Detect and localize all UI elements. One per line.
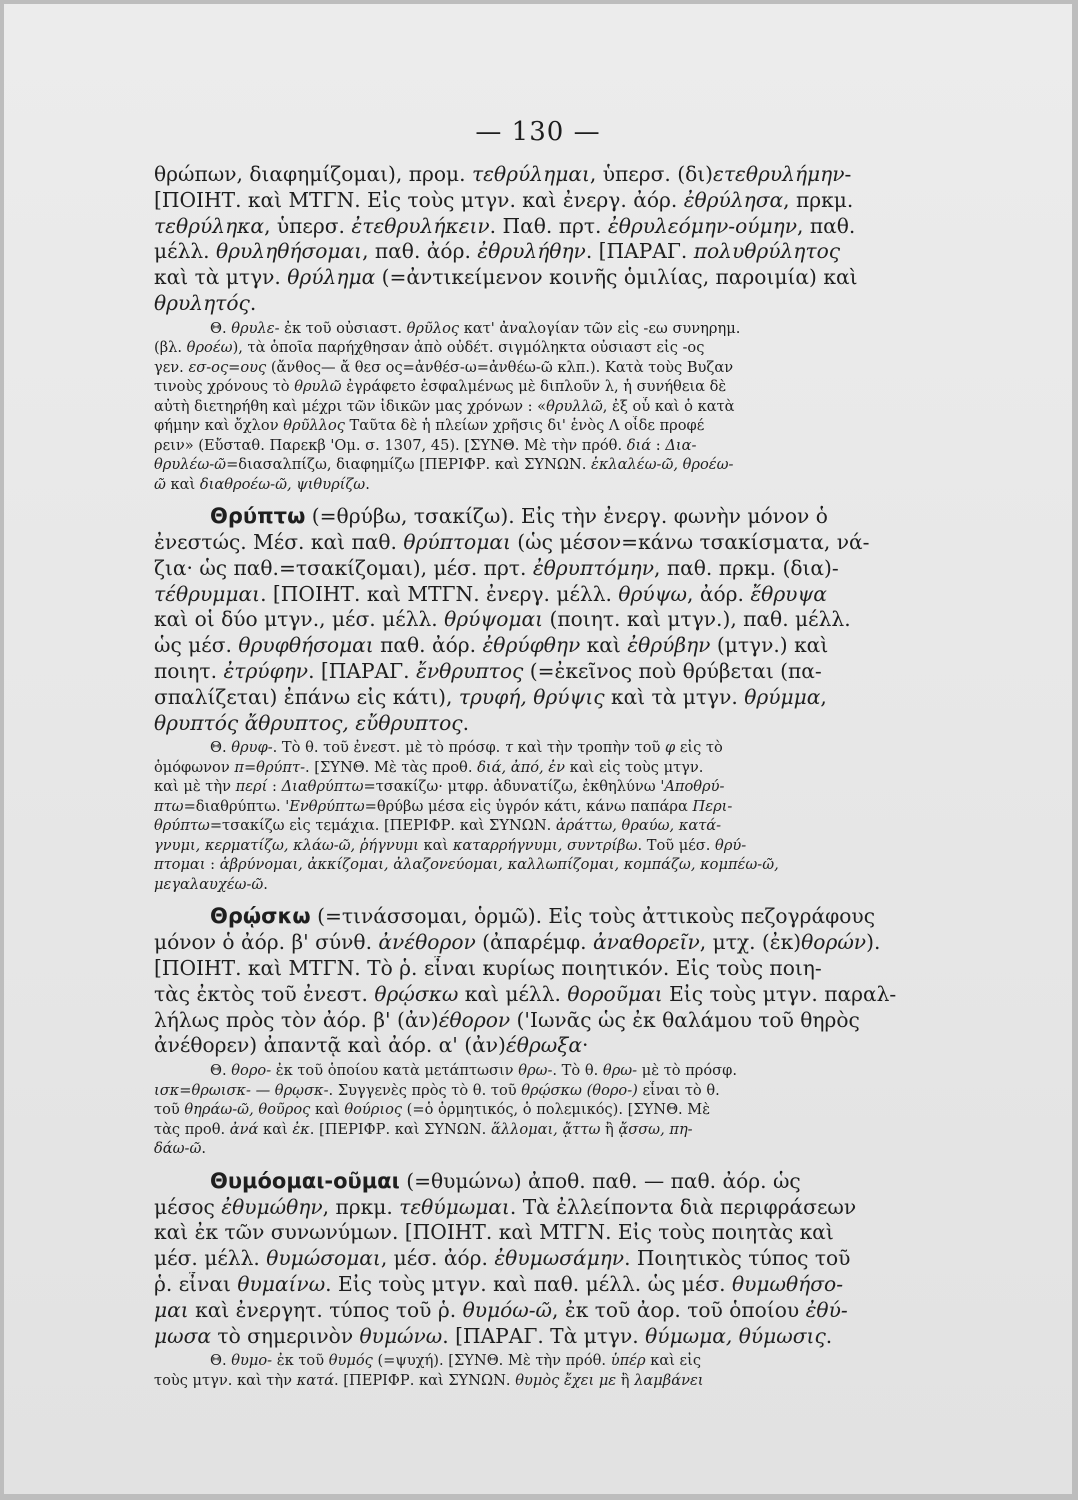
text-run: ἐθρυπτόμην — [532, 555, 655, 580]
text-run: θρύ- — [715, 836, 747, 854]
entry-main-text — [154, 162, 1034, 317]
text-run: καὶ μὲ τὴν — [154, 778, 236, 796]
note-line — [154, 777, 1034, 797]
text-run: θυμαίνω — [237, 1271, 326, 1296]
text-run: · — [582, 1033, 589, 1058]
text-run: διαθροέω-ῶ, ψιθυρίζω — [199, 475, 366, 493]
text-run: , πρκμ. — [783, 187, 854, 212]
text-run: , ἀόρ. — [687, 581, 751, 606]
text-run: ὁμόφωνον — [154, 758, 235, 776]
text-run: εσ-ος=ους — [188, 358, 267, 376]
dictionary-entry-throsko — [154, 904, 1034, 1158]
text-run: 'Ενθρύπτω — [285, 797, 365, 815]
text-run: . Τὰ ἐλλείποντα διὰ περιφράσεων — [509, 1194, 857, 1219]
entry-line — [154, 188, 1034, 214]
text-run: θυμός — [328, 1352, 373, 1370]
entry-line — [154, 711, 1034, 737]
entry-line — [154, 530, 1034, 556]
entry-line — [154, 685, 1034, 711]
text-run: καταρρήγνυμι, συντρίβω — [452, 836, 638, 854]
note-line — [154, 816, 1034, 836]
text-run: . Τὸ θ. τοῦ ἐνεστ. μὲ τὸ πρόσφ. — [272, 739, 505, 757]
text-run: ποιητ. — [154, 659, 224, 684]
text-run: (ὡς μέσον=κάνω τσακίσματα, νά- — [510, 530, 870, 555]
text-run: φήμην καὶ ὄχλον — [154, 417, 284, 435]
note-line — [154, 377, 1034, 397]
text-run: θρύψομαι — [444, 607, 544, 632]
text-run: θοροῦμαι — [567, 981, 663, 1006]
text-run: μέσ. μέλλ. — [154, 1246, 267, 1271]
text-run: έθορον — [438, 1007, 511, 1032]
entry-line — [154, 214, 1034, 240]
text-run: καὶ οἱ δύο μτγν., μέσ. μέλλ. — [154, 607, 445, 632]
text-run: θρυλε- — [231, 319, 280, 337]
text-run: ἐκλαλέω-ῶ, θροέω- — [591, 456, 734, 474]
note-line — [154, 416, 1034, 436]
text-run: ἢ — [600, 1120, 619, 1138]
text-run: σπαλίζεται) ἐπάνω εἰς κάτι), — [154, 684, 459, 709]
entry-main-text — [154, 904, 1034, 1059]
text-run: αὐτὴ διετηρήθη καὶ μέχρι τῶν ἰδικῶν μας χρόνων : « — [154, 397, 547, 415]
text-run: μεγαλαυχέω-ῶ — [154, 875, 264, 893]
entry-line — [154, 1220, 1034, 1246]
text-run: θυμώσομαι — [266, 1246, 381, 1271]
note-line — [154, 875, 1034, 895]
text-run: ῥ. εἶναι — [154, 1271, 238, 1296]
text-run: Διαθρύπτω — [281, 778, 364, 796]
text-run: τοῦ — [154, 1101, 185, 1119]
text-run: θρύμμα — [744, 684, 821, 709]
entry-line — [154, 659, 1034, 685]
text-run: ἐκ τοῦ οὐσιαστ. — [279, 319, 407, 337]
entry-line — [154, 982, 1034, 1008]
text-run: παθ. ἀόρ. — [373, 633, 483, 658]
note-line — [154, 758, 1034, 778]
text-run: =τσακίζω· μτφρ. ἀδυνατίζω, ἐκθηλύνω — [363, 778, 661, 796]
note-line — [154, 1120, 1034, 1140]
text-run: θυμόω-ῶ — [462, 1297, 553, 1322]
text-run: , παθ. ἀόρ. — [362, 239, 478, 264]
text-run: θορών — [801, 930, 867, 955]
text-run: θύμωμα, θύμωσις — [645, 1323, 826, 1348]
text-run: ισκ=θρωισκ- — θρῳσκ- — [154, 1081, 329, 1099]
text-run: έθρωξα — [505, 1033, 582, 1058]
text-run: τεθύμωμαι — [399, 1194, 510, 1219]
text-run: θρύπτω — [154, 817, 210, 835]
entry-line — [154, 556, 1034, 582]
text-run: =τσακίζω εἰς τεμάχια. [ΠΕΡΙΦΡ. καὶ ΣΥΝΩΝ. — [209, 817, 556, 835]
text-run: 'Αποθρύ- — [660, 778, 725, 796]
headword: Θρῴσκω — [210, 904, 311, 929]
entry-line — [154, 633, 1034, 659]
text-run: ). — [866, 930, 881, 955]
text-run: ἔθρυψα — [750, 581, 827, 606]
text-run: θούριος — [344, 1101, 403, 1119]
text-run: θρυπτός ἄθρυπτος, εὔθρυπτος — [154, 710, 463, 735]
text-run: . [ΠΑΡΑΓ. — [308, 659, 416, 684]
text-run: ἀράττω, θραύω, κατά- — [555, 817, 722, 835]
text-run: ἢ — [616, 1371, 635, 1389]
note-line — [154, 338, 1034, 358]
text-run: . — [825, 1323, 833, 1348]
entry-etymology-note — [154, 738, 1034, 894]
note-line — [154, 738, 1034, 758]
entry-line — [154, 582, 1034, 608]
note-line — [154, 1100, 1034, 1120]
text-run: , πρκμ. — [322, 1194, 400, 1219]
text-run: πτομαι — [154, 856, 206, 874]
text-run: τεθρύλημαι — [472, 162, 590, 186]
entry-line — [154, 504, 1034, 530]
text-run: (βλ. — [154, 339, 187, 357]
entry-line — [154, 930, 1034, 956]
text-run: : — [267, 778, 282, 796]
text-run: καὶ ἐκ τῶν συνωνύμων. [ΠΟΙΗΤ. καὶ ΜΤΓΝ. Εἰς τοὺς ποιητὰς καὶ — [154, 1220, 834, 1245]
text-run: , μέσ. ἀόρ. — [380, 1246, 495, 1271]
text-run: τὰς ἐκτὸς τοῦ ἐνεστ. — [154, 981, 375, 1006]
entry-main-text — [154, 1169, 1034, 1350]
text-run: διά — [626, 436, 652, 454]
text-run: θρῴσκω — [374, 981, 459, 1006]
text-run: γεν. — [154, 358, 189, 376]
text-run: ρειν» (Εὔσταθ. Παρεκβ 'Ομ. σ. 1307, 45). [ΣΥΝΘ. Μὲ τὴν πρόθ. — [154, 436, 627, 454]
text-run: μωσα — [154, 1323, 211, 1348]
text-run: ἐθρυλεόμην-ούμην — [607, 213, 798, 238]
text-run: εἰς τὸ — [675, 739, 723, 757]
text-run: ᾄσσω, πη- — [618, 1120, 693, 1138]
text-run: [ΠΟΙΗΤ. καὶ ΜΤΓΝ. Τὸ ῥ. εἶναι κυρίως ποιητικόν. Εἰς τοὺς ποιη- — [154, 956, 822, 981]
text-run: κατά — [296, 1371, 334, 1389]
entry-line — [154, 1033, 1034, 1059]
text-run: θρῦλλος — [283, 417, 345, 435]
text-run: θρυλλῶ — [546, 397, 603, 415]
text-run: ('Ιωνᾶς ὡς ἐκ θαλάμου τοῦ θηρὸς — [510, 1007, 860, 1032]
text-run: λήλως πρὸς τὸν ἀόρ. β' (ἀν) — [154, 1007, 439, 1032]
text-run: Δια- — [665, 436, 697, 454]
text-run: ἐγράφετο ἐσφαλμένως μὲ διπλοῦν λ, ἡ συνήθεια δὲ — [341, 378, 727, 396]
text-run: ἀνέθορον — [378, 930, 476, 955]
text-run: καὶ τὴν τροπὴν τοῦ — [513, 739, 666, 757]
text-run: . — [462, 710, 469, 735]
text-run: ζια· ὡς παθ.=τσακίζομαι), μέσ. πρτ. — [154, 555, 533, 580]
text-run: . Εἰς τοὺς μτγν. καὶ παθ. μέλλ. ὡς μέσ. — [325, 1271, 732, 1296]
entry-main-text — [154, 504, 1034, 736]
text-run: θρύψω — [618, 581, 687, 606]
entry-line — [154, 1246, 1034, 1272]
text-run: λαμβάνει — [634, 1371, 704, 1389]
note-line — [154, 358, 1034, 378]
text-run: Θ. — [210, 1062, 232, 1080]
entry-line — [154, 265, 1034, 291]
dictionary-entry-thryleo — [154, 162, 1034, 494]
text-run: θυμο- — [231, 1352, 273, 1370]
text-run: (ποιητ. καὶ μτγν.), παθ. μέλλ. — [543, 607, 851, 632]
text-run: , ἐξ οὗ καὶ ὁ κατὰ — [602, 397, 735, 415]
text-run: . Τὸ θ. — [552, 1062, 603, 1080]
text-run: τὰς προθ. — [154, 1120, 230, 1138]
text-run: θυμωθήσο- — [732, 1271, 844, 1296]
text-run: θρω- — [602, 1062, 638, 1080]
text-run: (=ὁ ὁρμητικός, ὁ πολεμικός). [ΣΥΝΘ. Μὲ — [402, 1101, 711, 1119]
text-run: θρω- — [518, 1062, 553, 1080]
text-run: καὶ — [258, 1120, 293, 1138]
text-run: καὶ εἰς — [645, 1352, 702, 1370]
text-run: , ὑπερσ. (δι) — [589, 162, 714, 186]
text-run: ἐθρύφθην — [482, 633, 581, 658]
text-run: . — [263, 875, 268, 893]
text-run: . — [365, 475, 370, 493]
entry-line — [154, 239, 1034, 265]
text-run: (=ἀντικείμενον κοινῆς ὁμιλίας, παροιμία) καὶ — [375, 265, 858, 290]
text-run: ἐθρύβην — [627, 633, 711, 658]
entry-etymology-note — [154, 1061, 1034, 1159]
entry-line — [154, 904, 1034, 930]
text-run: γνυμι, κερματίζω, κλάω-ῶ, ῥήγνυμι — [154, 836, 419, 854]
text-run: =θρύβω μέσα εἰς ὑγρόν κάτι, κάνω παπάρα — [364, 797, 693, 815]
text-run: =διαθρύπτω. — [183, 797, 286, 815]
headword: Θυμόομαι-οῦμαι — [210, 1168, 400, 1193]
text-run: μόνον ὁ ἀόρ. β' σύνθ. — [154, 930, 379, 955]
text-run: θρῴσκω (θορο-) — [521, 1081, 638, 1099]
text-run: ἐκ τοῦ ὁποίου κατὰ μετάπτωσιν — [271, 1062, 519, 1080]
entry-line — [154, 1324, 1034, 1350]
text-run: , παθ. — [797, 213, 856, 238]
text-run: καὶ — [580, 633, 628, 658]
text-run: καὶ — [310, 1101, 345, 1119]
text-run: =διασαλπίζω, διαφημίζω [ΠΕΡΙΦΡ. καὶ ΣΥΝΩΝ. — [226, 456, 592, 474]
text-run: πολυθρύλητος — [693, 239, 841, 264]
text-run: : — [205, 856, 220, 874]
text-run: ἀνά — [229, 1120, 259, 1138]
text-run: Ταῦτα δὲ ἡ πλείων χρῆσις δι' ἑνὸς Λ οἶδε προφέ — [344, 417, 705, 435]
text-run: θυμὸς ἔχει με — [515, 1371, 617, 1389]
text-run: ), τὰ ὁποῖα παρήχθησαν ἀπὸ οὐδέτ. σιγμόληκτα οὐσιαστ εἰς -ος — [232, 339, 705, 357]
text-run: . [ΠΑΡΑΓ. — [585, 239, 694, 264]
text-run: τὸ σημερινὸν — [211, 1323, 360, 1348]
text-run: ἐθρύλησα — [683, 187, 784, 212]
text-run: (=τινάσσομαι, ὁρμῶ). Εἰς τοὺς ἀττικοὺς πεζογράφους — [310, 904, 875, 929]
dictionary-text — [154, 162, 1034, 1400]
note-line — [154, 475, 1034, 495]
text-run: ἅλλομαι, ᾄττω — [490, 1120, 601, 1138]
note-line — [154, 436, 1034, 456]
text-run: κατ' ἀναλογίαν τῶν εἰς -εω συνηρημ. — [459, 319, 741, 337]
note-line — [154, 836, 1034, 856]
text-run: ὑπέρ — [610, 1352, 646, 1370]
text-run: . Τοῦ μέσ. — [637, 836, 716, 854]
text-run: ἐθυμώθην — [221, 1194, 323, 1219]
text-run: , ὑπερσ. — [264, 213, 352, 238]
text-run: καὶ τὰ μτγν. — [154, 265, 288, 290]
text-run: (=θρύβω, τσακίζω). Εἰς τὴν ἐνεργ. φωνὴν μόνον ὁ — [305, 504, 828, 529]
text-run: . — [249, 290, 257, 315]
text-run: θροέω — [186, 339, 233, 357]
text-run: τ — [504, 739, 514, 757]
entry-line — [154, 1169, 1034, 1195]
entry-line — [154, 1272, 1034, 1298]
text-run: (=θυμώνω) ἀποθ. παθ. — παθ. ἀόρ. ὡς — [399, 1168, 801, 1193]
note-line — [154, 397, 1034, 417]
text-run: θρυλῶ — [294, 378, 342, 396]
text-run: καὶ τὰ μτγν. — [604, 684, 745, 709]
text-run: καὶ — [418, 836, 453, 854]
entry-etymology-note — [154, 1351, 1034, 1390]
text-run: Θ. — [210, 1352, 232, 1370]
text-run: [ΠΟΙΗΤ. καὶ ΜΤΓΝ. Εἰς τοὺς μτγν. καὶ ἐνεργ. ἀόρ. — [154, 187, 684, 212]
entry-line — [154, 291, 1034, 317]
text-run: (=ἐκεῖνος ποὺ θρύβεται (πα- — [523, 659, 822, 684]
text-run: (ἄνθος— ἄ θεσ ος=ἀνθέσ-ω=ἀνθέω-ῶ κλπ.). Κατὰ τοὺς Βυζαν — [266, 358, 734, 376]
dictionary-entry-thymoomai — [154, 1169, 1034, 1391]
text-run: ῶ — [154, 475, 166, 493]
text-run: θρυληθήσομαι — [216, 239, 363, 264]
text-run: (=ψυχή). [ΣΥΝΘ. Μὲ τὴν πρόθ. — [372, 1352, 611, 1370]
text-run: μαι — [154, 1297, 189, 1322]
text-run: καὶ — [165, 475, 200, 493]
text-run: ἀναθορεῖν — [593, 930, 700, 955]
text-run: . [ΠΕΡΙΦΡ. καὶ ΣΥΝΩΝ. — [309, 1120, 491, 1138]
text-run: . [ΠΟΙΗΤ. καὶ ΜΤΓΝ. ἐνεργ. μέλλ. — [260, 581, 619, 606]
text-run: ετεθρυλήμην — [713, 162, 845, 186]
text-run: ἐνεστώς. Μέσ. καὶ παθ. — [154, 530, 404, 555]
text-run: ἐθύ- — [805, 1297, 848, 1322]
text-run: πτω — [154, 797, 184, 815]
text-run: δάω-ῶ — [154, 1140, 202, 1158]
note-line — [154, 855, 1034, 875]
text-run: μέσος — [154, 1194, 222, 1219]
text-run: θυμώνω — [359, 1323, 443, 1348]
text-run: : — [651, 436, 666, 454]
headword: Θρύπτω — [210, 504, 306, 529]
text-run: . [ΠΑΡΑΓ. Τὰ μτγν. — [442, 1323, 646, 1348]
page-number: — 130 — — [475, 117, 601, 147]
text-run: . Ποιητικὸς τύπος τοῦ — [624, 1246, 851, 1271]
text-run: ὡς μέσ. — [154, 633, 239, 658]
text-run: ἁβρύνομαι, ἀκκίζομαι, ἀλαζονεύομαι, καλλωπίζομαι, κομπάζω, κομπέω-ῶ, — [219, 856, 779, 874]
entry-etymology-note — [154, 319, 1034, 495]
note-line — [154, 455, 1034, 475]
text-run: , παθ. πρκμ. (δια)- — [654, 555, 839, 580]
text-run: θρυλέω-ῶ — [154, 456, 227, 474]
entry-line — [154, 1008, 1034, 1034]
text-run: - — [844, 162, 852, 186]
text-run: ἐτρύφην — [223, 659, 309, 684]
text-run: τινοὺς χρόνους τὸ — [154, 378, 295, 396]
text-run: ἔνθρυπτος — [416, 659, 524, 684]
text-run: , μτχ. (ἐκ) — [699, 930, 802, 955]
note-line — [154, 1061, 1034, 1081]
text-run: θρύλημα — [287, 265, 376, 290]
text-run: θορο- — [231, 1062, 272, 1080]
text-run: ἐκ τοῦ — [272, 1352, 329, 1370]
text-run: π=θρύπτ- — [234, 758, 306, 776]
text-run: Εἰς τοὺς μτγν. παραλ- — [662, 981, 897, 1006]
dictionary-entry-thrypto — [154, 504, 1034, 894]
text-run: . [ΠΕΡΙΦΡ. καὶ ΣΥΝΩΝ. — [334, 1371, 516, 1389]
book-page — [4, 4, 1072, 1494]
text-run: φ — [665, 739, 676, 757]
entry-line — [154, 1195, 1034, 1221]
text-run: καὶ εἰς τοὺς μτγν. — [565, 758, 704, 776]
entry-line — [154, 1298, 1034, 1324]
text-run: περί — [235, 778, 268, 796]
entry-line — [154, 956, 1034, 982]
text-run: εἶναι τὸ θ. — [637, 1081, 720, 1099]
note-line — [154, 1371, 1034, 1391]
entry-line — [154, 162, 1034, 188]
text-run: θρῦλος — [406, 319, 460, 337]
text-run: θρυφθήσομαι — [238, 633, 374, 658]
text-run: Θ. — [210, 739, 232, 757]
text-run: μὲ τὸ πρόσφ. — [637, 1062, 737, 1080]
text-run: τοὺς μτγν. καὶ τὴν — [154, 1371, 297, 1389]
text-run: . Παθ. πρτ. — [489, 213, 608, 238]
text-run: ἐτεθρυλήκειν — [351, 213, 490, 238]
text-run: καὶ μέλλ. — [458, 981, 568, 1006]
note-line — [154, 1139, 1034, 1159]
text-run: Περι- — [692, 797, 733, 815]
text-run: ἐθρυλήθην — [477, 239, 586, 264]
text-run: θηράω-ῶ, θοῦρος — [184, 1101, 311, 1119]
text-run: μέλλ. — [154, 239, 217, 264]
text-run: , ἐκ τοῦ ἀορ. τοῦ ὁποίου — [552, 1297, 806, 1322]
text-run: τεθρύληκα — [154, 213, 265, 238]
text-run: τέθρυμμαι — [154, 581, 261, 606]
text-run: ἐκ — [292, 1120, 310, 1138]
text-run: διά, ἀπό, ἐν — [477, 758, 565, 776]
text-run: θρύπτομαι — [403, 530, 511, 555]
text-run: , — [820, 684, 827, 709]
text-run: θρυφ- — [231, 739, 273, 757]
entry-line — [154, 607, 1034, 633]
text-run: (μτγν.) καὶ — [710, 633, 829, 658]
text-run: θρώπων, διαφημίζομαι), προμ. — [154, 162, 473, 186]
note-line — [154, 797, 1034, 817]
text-run: καὶ ἐνεργητ. τύπος τοῦ ῥ. — [188, 1297, 463, 1322]
text-run: . [ΣΥΝΘ. Μὲ τὰς προθ. — [305, 758, 478, 776]
note-line — [154, 319, 1034, 339]
text-run: Θ. — [210, 319, 232, 337]
text-run: ἐθυμωσάμην — [494, 1246, 625, 1271]
text-run: ἀνέθορεν) ἀπαντᾷ καὶ ἀόρ. α' (ἀν) — [154, 1033, 506, 1058]
note-line — [154, 1081, 1034, 1101]
text-run: τρυφή, θρύψις — [458, 684, 605, 709]
text-run: (ἀπαρέμφ. — [475, 930, 593, 955]
note-line — [154, 1351, 1034, 1371]
text-run: . Συγγενὲς πρὸς τὸ θ. τοῦ — [328, 1081, 522, 1099]
text-run: θρυλητός — [154, 290, 250, 315]
text-run: . — [201, 1140, 207, 1158]
